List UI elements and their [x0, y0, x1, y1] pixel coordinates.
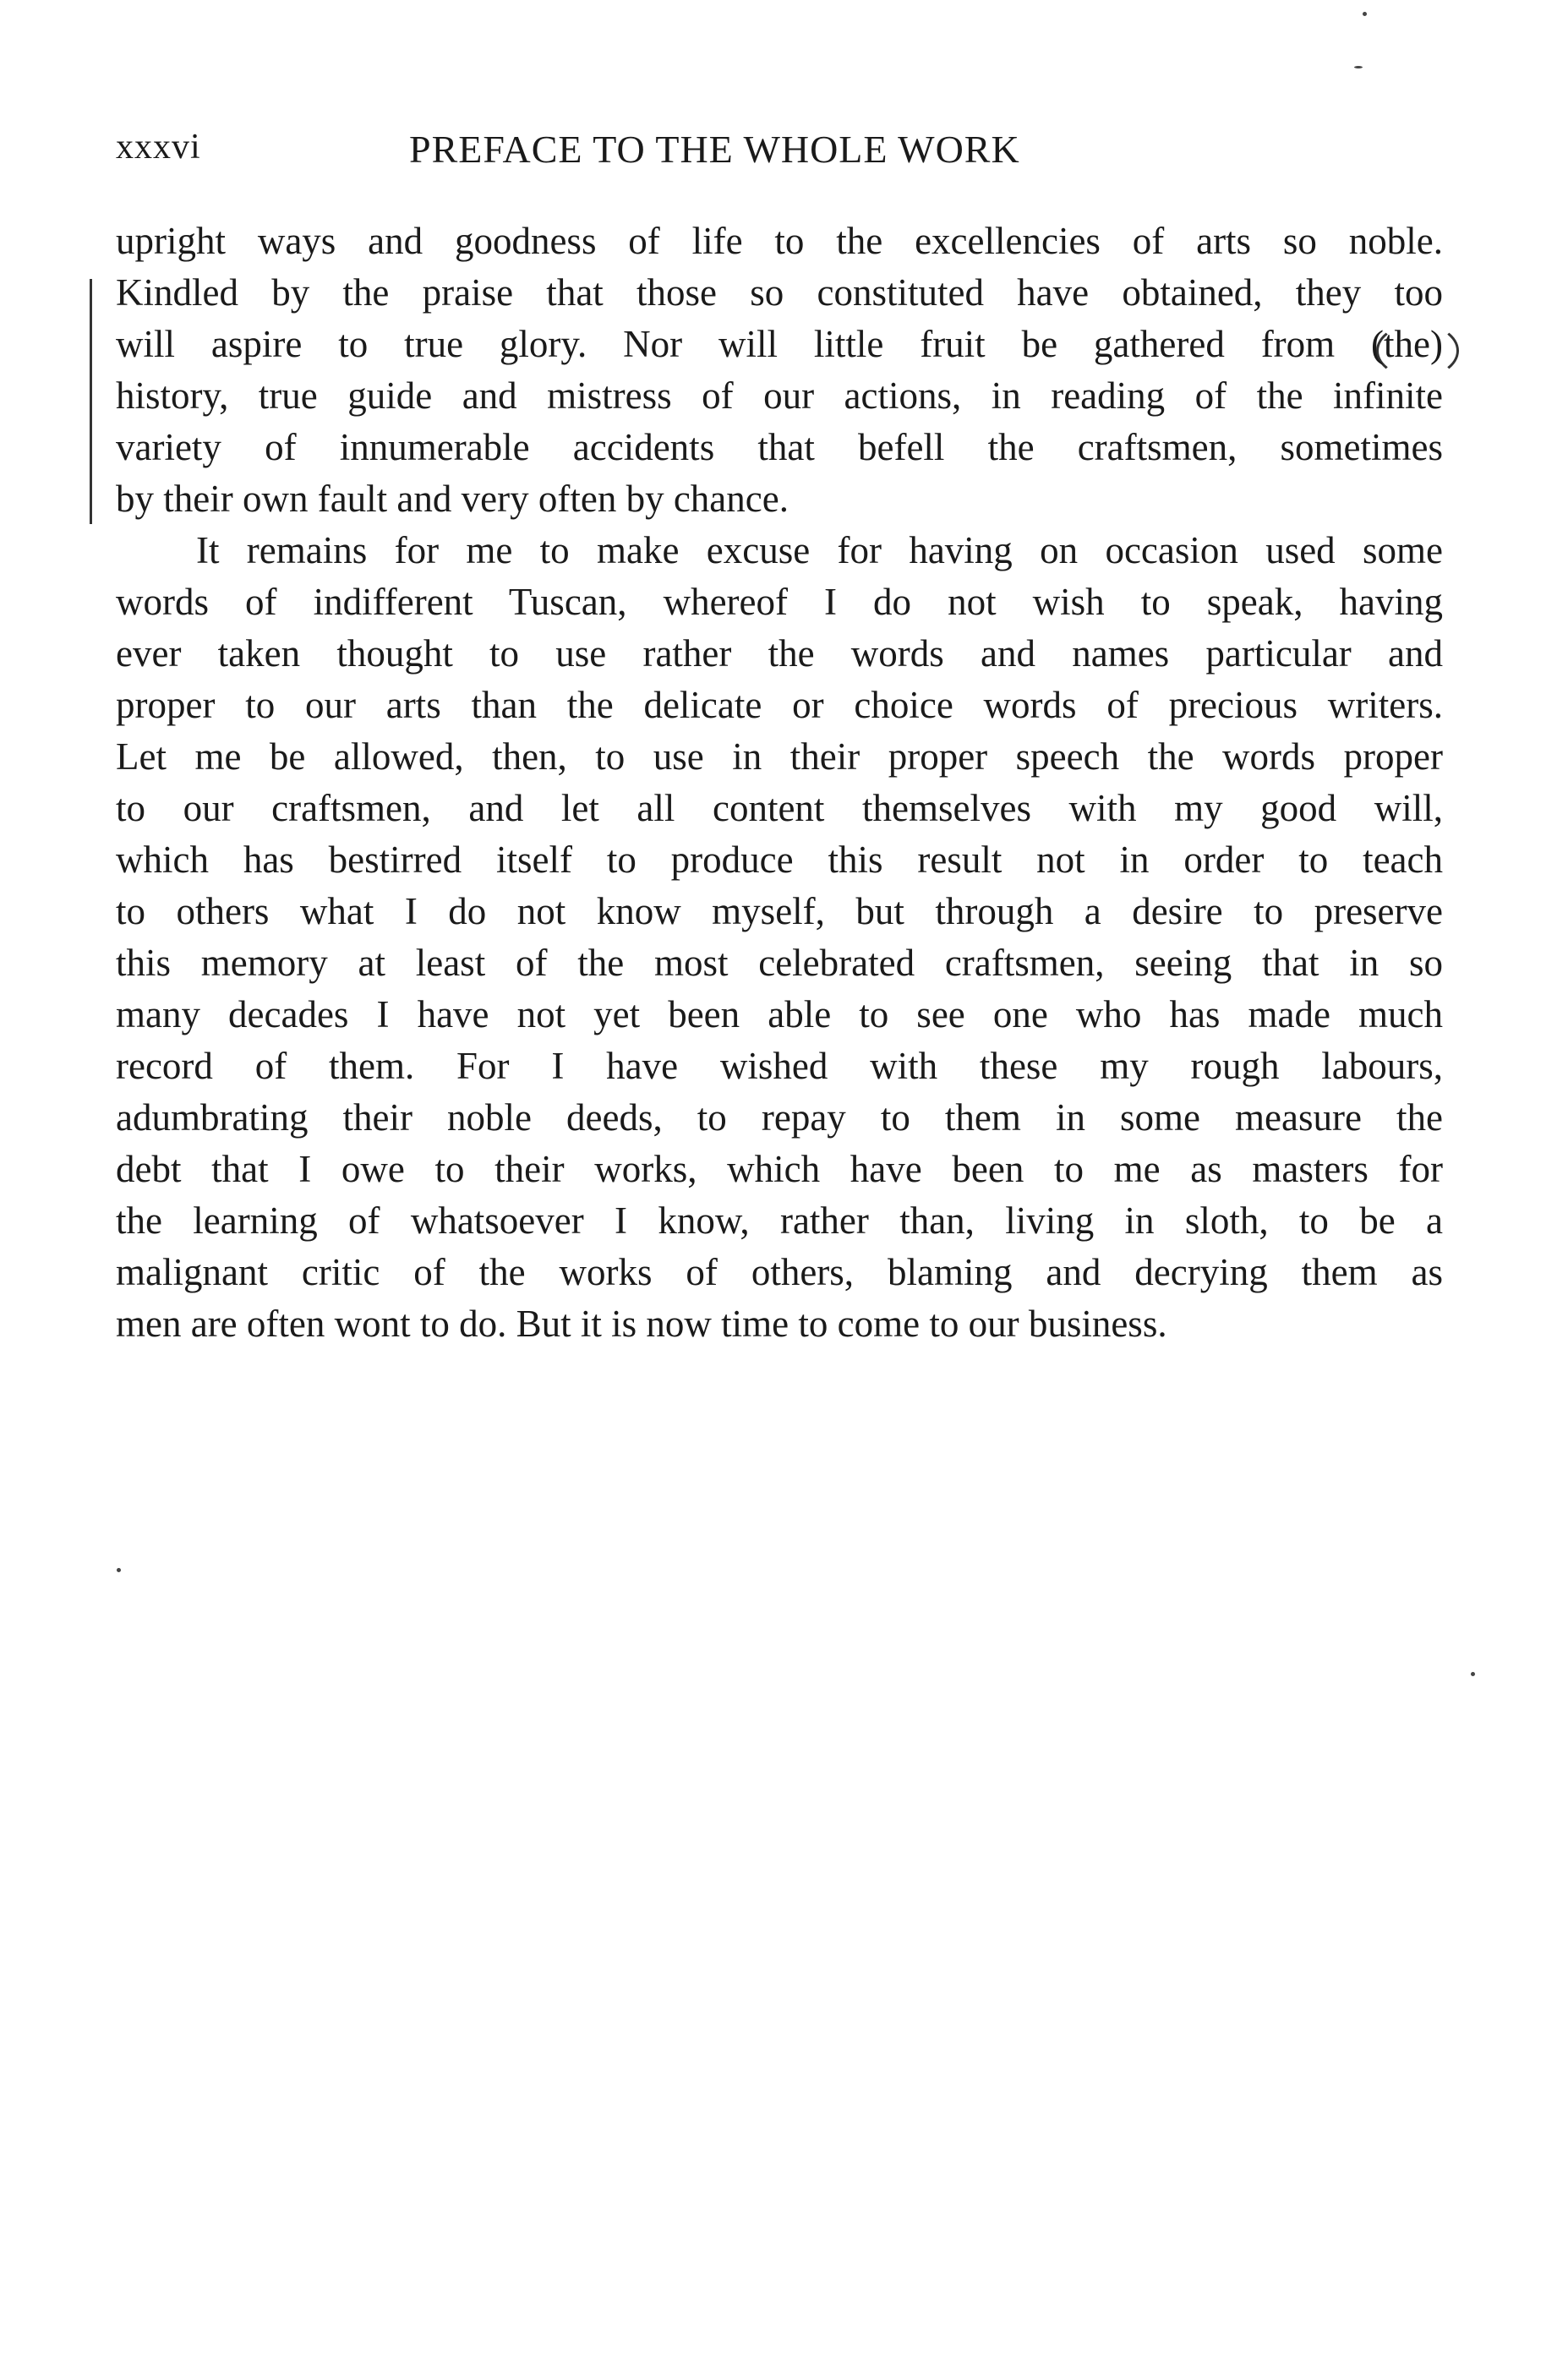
running-head — [116, 127, 1443, 178]
text-line: the learning of whatsoever I know, rather than, living in sloth, to be a — [116, 1199, 1443, 1242]
text-line: many decades I have not yet been able to see one who has made much — [116, 993, 1443, 1035]
page-number: xxxvi — [116, 128, 201, 167]
text-line: debt that I owe to their works, which have been to me as masters for — [116, 1148, 1443, 1190]
text-line: ever taken thought to use rather the words and names particular and — [116, 632, 1443, 675]
text-line: to our craftsmen, and let all content themselves with my good will, — [116, 787, 1443, 829]
text-line: which has bestirred itself to produce this result not in order to teach — [116, 839, 1443, 881]
text-line: Kindled by the praise that those so constituted have obtained, they too — [116, 271, 1443, 314]
text-line: adumbrating their noble deeds, to repay to them in some measure the — [116, 1096, 1443, 1139]
text-line: upright ways and goodness of life to the excellencies of arts so noble. — [116, 220, 1443, 262]
text-line: history, true guide and mistress of our actions, in reading of the infinite — [116, 374, 1443, 417]
text-line: to others what I do not know myself, but through a desire to preserve — [116, 890, 1443, 932]
text-line: proper to our arts than the delicate or choice words of precious writers. — [116, 684, 1443, 726]
body-text — [116, 216, 1443, 1350]
text-line: by their own fault and very often by chance. — [116, 478, 789, 520]
text-line: this memory at least of the most celebrated craftsmen, seeing that in so — [116, 942, 1443, 984]
scan-speck — [1363, 12, 1367, 16]
text-line: Let me be allowed, then, to use in their proper speech the words proper — [116, 735, 1443, 778]
text-line: words of indifferent Tuscan, whereof I do not wish to speak, having — [116, 581, 1443, 623]
text-line: It remains for me to make excuse for having on occasion used some — [196, 529, 1443, 571]
text-line: men are often wont to do. But it is now time to come to our business. — [116, 1303, 1167, 1345]
margin-bracket-mark — [90, 279, 107, 524]
paragraph-2 — [116, 525, 1443, 1350]
scan-speck — [117, 1568, 121, 1572]
text-line: record of them. For I have wished with these my rough labours, — [116, 1045, 1443, 1087]
page-title: PREFACE TO THE WHOLE WORK — [409, 128, 1020, 171]
scan-speck — [1471, 1672, 1475, 1676]
text-line: will aspire to true glory. Nor will little fruit be gathered from (the) — [116, 323, 1443, 365]
text-line: variety of innumerable accidents that befell the craftsmen, sometimes — [116, 426, 1443, 468]
paragraph-1 — [116, 216, 1443, 525]
scan-speck — [1354, 66, 1363, 68]
text-line: malignant critic of the works of others, blaming and decrying them as — [116, 1251, 1443, 1293]
